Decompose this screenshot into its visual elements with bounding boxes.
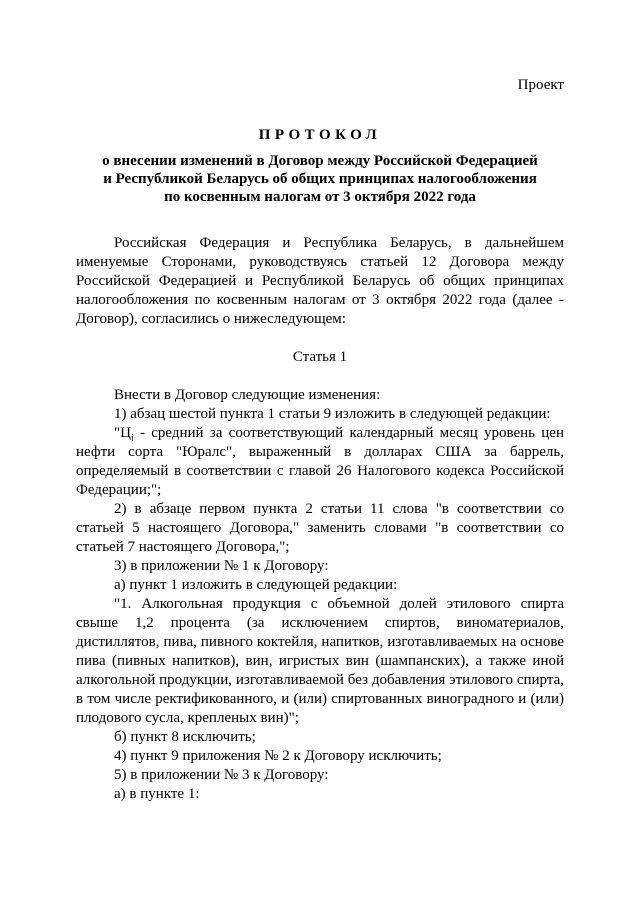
body-paragraph: б) пункт 8 исключить; (114, 729, 256, 745)
body-paragraph: а) в пункте 1: (114, 786, 200, 802)
body-paragraph: "1. Алкогольная продукция с объемной долей этилового спирта свыше 1,2 процента (за исключением спиртов, виноматериалов, дистиллятов, пива, пивного коктейля, напитков, изготавливаемых на основе пива (пивных напитков), вин, игристых вин (шампанских), а также иной алкогольной продукции, изготавливаемой без добавления этилового спирта, в том числе ректификованного, и (или) спиртованных виноградного и (или) плодового сусла, крепленых вин)"; (76, 596, 564, 726)
body-paragraph: 5) в приложении № 3 к Договору: (114, 767, 329, 783)
intro-paragraph: Российская Федерация и Республика Беларусь, в дальнейшем именуемые Сторонами, руководствуясь статьей 12 Договора между Российской Федерацией и Республикой Беларусь об общих принципах налогообложения по косвенным налогам от 3 октября 2022 года (далее - Договор), согласились о нижеследующем: (76, 235, 564, 327)
subtitle-line: и Республикой Беларусь об общих принципах налогообложения (103, 171, 537, 187)
document-title: ПРОТОКОЛ (258, 127, 382, 143)
article-heading: Статья 1 (292, 349, 348, 365)
body-paragraph (76, 424, 564, 500)
body-paragraph: 3) в приложении № 1 к Договору: (114, 558, 329, 574)
body-paragraph: 2) в абзаце первом пункта 2 статьи 11 слова "в соответствии со статьей 5 настоящего Договора," заменить словами "в соответствии со статьей 7 настоящего Договора,"; (76, 501, 564, 555)
text-run: - средний за соответствующий календарный месяц уровень цен нефти сорта "Юралс", выраженный в долларах США за баррель, определяемый в соответствии с главой 26 Налогового кодекса Российской Федерации;"; (76, 425, 564, 498)
subtitle-line: о внесении изменений в Договор между Российской Федерацией (102, 153, 538, 169)
subtitle-line: по косвенным налогам от 3 октября 2022 года (164, 189, 476, 205)
document-subtitle (60, 152, 580, 206)
document-body (76, 234, 564, 804)
text-run: "Ц (114, 425, 131, 441)
subscript: i (130, 433, 134, 444)
draft-status-label: Проект (517, 77, 564, 93)
body-paragraph: 1) абзац шестой пункта 1 статьи 9 изложить в следующей редакции: (114, 406, 551, 422)
body-paragraph: 4) пункт 9 приложения № 2 к Договору исключить; (114, 748, 442, 764)
body-paragraph: а) пункт 1 изложить в следующей редакции: (114, 577, 398, 593)
body-paragraph: Внести в Договор следующие изменения: (114, 387, 381, 403)
